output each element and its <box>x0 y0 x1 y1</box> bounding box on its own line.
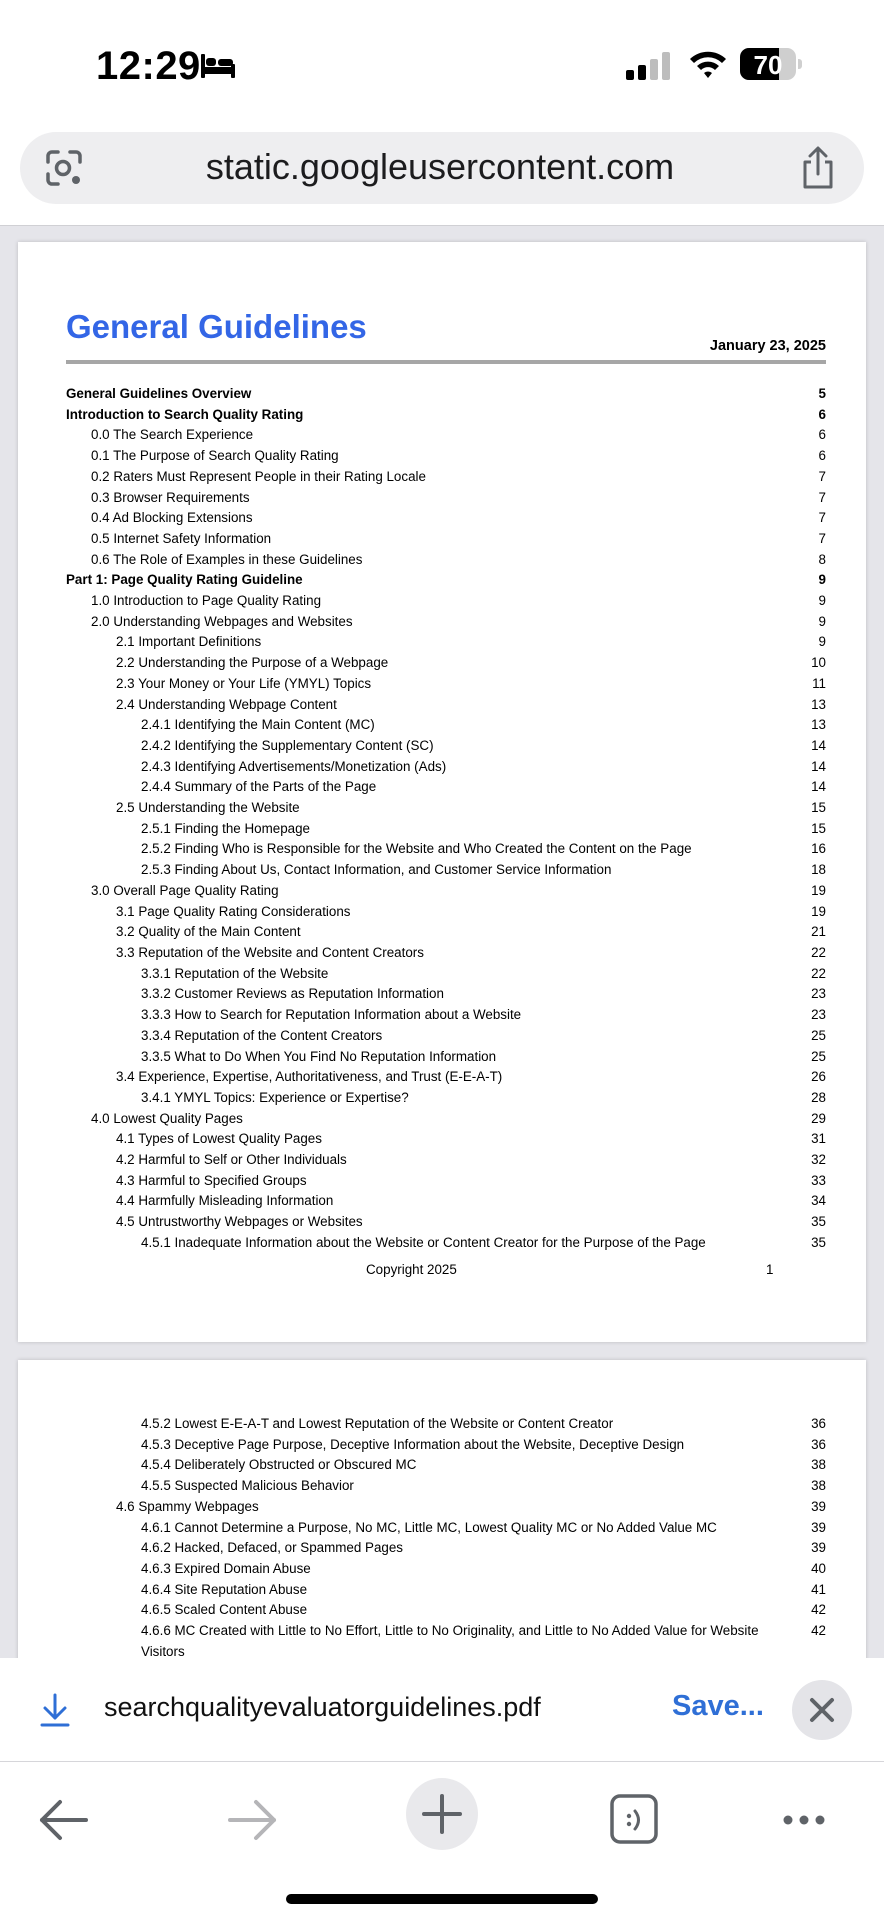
toc-entry-title: 3.4.1 YMYL Topics: Experience or Expertise? <box>141 1089 409 1105</box>
more-dots-icon <box>766 1784 842 1856</box>
toc-entry-page: 14 <box>811 779 826 795</box>
toc-entry-page: 39 <box>811 1540 826 1556</box>
toc-entry-title: 4.0 Lowest Quality Pages <box>91 1110 243 1126</box>
page-number: 1 <box>766 1262 774 1277</box>
toc-entry[interactable] <box>66 943 826 964</box>
status-bar <box>0 0 884 130</box>
share-icon[interactable] <box>798 146 838 190</box>
toc-entry-title: 0.3 Browser Requirements <box>91 489 250 505</box>
toc-entry-title: 0.4 Ad Blocking Extensions <box>91 510 253 526</box>
toc-entry-title: 3.3.3 How to Search for Reputation Information about a Website <box>141 1007 522 1023</box>
toc-entry-title: 2.0 Understanding Webpages and Websites <box>91 613 353 629</box>
toc-entry-title: 4.6.6 MC Created with Little to No Effort, Little to No Originality, and Little to No Added Value for Website Visitors <box>141 1623 759 1658</box>
toc-entry-page: 14 <box>811 737 826 753</box>
toc-entry-title: 4.5.2 Lowest E-E-A-T and Lowest Reputation of the Website or Content Creator <box>141 1416 614 1431</box>
toc-entry[interactable] <box>66 1150 826 1171</box>
toc-entry[interactable] <box>66 550 826 571</box>
toc-entry[interactable] <box>66 1026 826 1047</box>
toc-entry-title: 2.3 Your Money or Your Life (YMYL) Topics <box>116 675 372 691</box>
toc-entry[interactable] <box>66 777 826 798</box>
address-bar-area <box>0 130 884 226</box>
toc-entry-title: 0.2 Raters Must Represent People in their Rating Locale <box>91 468 426 484</box>
wifi-icon <box>688 48 728 80</box>
toc-entry-title: 4.5.1 Inadequate Information about the Website or Content Creator for the Purpose of the Page <box>141 1234 706 1250</box>
toc-entry-title: Part 1: Page Quality Rating Guideline <box>66 572 303 588</box>
toc-entry-title: 3.3 Reputation of the Website and Content Creators <box>116 944 424 960</box>
toc-entry-page: 35 <box>811 1214 826 1230</box>
toc-entry-title: 2.5.3 Finding About Us, Contact Information, and Customer Service Information <box>141 862 612 878</box>
table-of-contents <box>66 384 826 1254</box>
forward-button[interactable] <box>214 1784 290 1856</box>
more-menu-button[interactable] <box>766 1784 842 1856</box>
toc-entry[interactable] <box>66 757 826 778</box>
toc-entry-page: 39 <box>811 1519 826 1535</box>
toc-entry[interactable] <box>66 570 826 591</box>
toc-entry[interactable] <box>66 1233 826 1254</box>
toc-entry-title: 2.5.2 Finding Who is Responsible for the Website and Who Created the Content on the Page <box>141 841 692 857</box>
toc-entry-page: 33 <box>811 1172 826 1188</box>
toc-entry-title: 3.2 Quality of the Main Content <box>116 924 301 940</box>
toc-entry[interactable] <box>66 632 826 653</box>
toc-entry[interactable] <box>66 446 826 467</box>
toc-entry[interactable] <box>66 798 826 819</box>
toc-entry-page: 9 <box>818 572 826 588</box>
toc-entry-title: 3.3.2 Customer Reviews as Reputation Information <box>141 986 444 1002</box>
toc-entry-title: 2.1 Important Definitions <box>116 634 262 650</box>
toc-entry-title: 2.4.3 Identifying Advertisements/Monetization (Ads) <box>141 758 447 774</box>
address-bar[interactable] <box>20 132 864 204</box>
close-icon <box>807 1695 837 1725</box>
forward-arrow-icon <box>214 1784 290 1856</box>
toc-entry[interactable] <box>66 653 826 674</box>
download-file-name: searchqualityevaluatorguidelines.pdf <box>104 1692 541 1722</box>
toc-entry-page: 35 <box>811 1234 826 1250</box>
toc-entry[interactable] <box>66 1005 826 1026</box>
toc-entry-page: 5 <box>818 386 826 401</box>
toc-entry-title: 3.3.1 Reputation of the Website <box>141 965 329 981</box>
toc-entry[interactable] <box>66 1559 826 1580</box>
toc-entry-page: 41 <box>811 1581 826 1597</box>
toc-entry[interactable] <box>66 425 826 446</box>
toc-entry-title: 4.5.3 Deceptive Page Purpose, Deceptive Information about the Website, Deceptive Design <box>141 1436 685 1452</box>
toc-entry[interactable] <box>66 860 826 881</box>
toc-entry-page: 15 <box>811 800 826 816</box>
toc-entry-title: General Guidelines Overview <box>66 386 252 401</box>
copyright-text: Copyright 2025 <box>366 1262 457 1277</box>
toc-entry-page: 9 <box>818 593 826 609</box>
toc-entry-title: 4.5.4 Deliberately Obstructed or Obscured MC <box>141 1457 417 1473</box>
pdf-page-1 <box>18 242 866 1342</box>
toc-entry-title: 0.1 The Purpose of Search Quality Rating <box>91 448 339 464</box>
toc-entry[interactable] <box>66 1047 826 1068</box>
toc-entry-page: 31 <box>811 1131 826 1147</box>
google-lens-icon[interactable] <box>44 148 84 188</box>
toc-entry[interactable] <box>66 1109 826 1130</box>
toc-entry-title: 2.4.2 Identifying the Supplementary Content (SC) <box>141 737 434 753</box>
bottom-toolbar <box>0 1762 884 1920</box>
toc-entry[interactable] <box>66 1580 826 1601</box>
document-title: General Guidelines <box>66 308 367 345</box>
toc-entry-title: 4.5 Untrustworthy Webpages or Websites <box>116 1214 363 1230</box>
toc-entry[interactable] <box>66 902 826 923</box>
toc-entry-page: 38 <box>811 1478 826 1494</box>
toc-entry-page: 9 <box>818 634 826 650</box>
toc-entry-page: 22 <box>811 944 826 960</box>
toc-entry[interactable] <box>66 384 826 405</box>
toc-entry-title: 2.4.1 Identifying the Main Content (MC) <box>141 717 375 733</box>
toc-entry[interactable] <box>66 674 826 695</box>
toc-entry-title: 4.3 Harmful to Specified Groups <box>116 1172 307 1188</box>
back-arrow-icon <box>26 1784 102 1856</box>
toc-entry-page: 28 <box>811 1089 826 1105</box>
toc-entry-page: 19 <box>811 903 826 919</box>
back-button[interactable] <box>26 1784 102 1856</box>
home-indicator <box>286 1894 598 1904</box>
toc-entry-page: 19 <box>811 882 826 898</box>
toc-entry-title: 4.5.5 Suspected Malicious Behavior <box>141 1478 354 1494</box>
toc-entry-title: 4.6.4 Site Reputation Abuse <box>141 1581 308 1597</box>
toc-entry[interactable] <box>66 736 826 757</box>
toc-entry[interactable] <box>66 467 826 488</box>
toc-entry-page: 42 <box>811 1602 826 1618</box>
toc-entry-page: 36 <box>811 1436 826 1452</box>
toc-entry[interactable] <box>66 1518 826 1539</box>
toc-entry-page: 6 <box>818 448 826 464</box>
toc-entry-page: 25 <box>811 1048 826 1064</box>
toc-entry-page: 9 <box>818 613 826 629</box>
toc-entry-page: 7 <box>818 468 826 484</box>
toc-entry-title: 1.0 Introduction to Page Quality Rating <box>91 593 322 609</box>
toc-entry-page: 36 <box>811 1416 826 1431</box>
toc-entry-title: 0.0 The Search Experience <box>91 427 254 443</box>
document-date: January 23, 2025 <box>709 338 826 354</box>
toc-entry-title: 2.4 Understanding Webpage Content <box>116 696 337 712</box>
close-download-button[interactable] <box>792 1680 852 1740</box>
toc-entry-title: 3.3.5 What to Do When You Find No Reputation Information <box>141 1048 497 1064</box>
toc-entry[interactable] <box>66 612 826 633</box>
toc-entry[interactable] <box>66 1088 826 1109</box>
toc-entry-title: 2.2 Understanding the Purpose of a Webpage <box>116 655 389 671</box>
toc-entry-page: 6 <box>818 406 826 422</box>
battery-level: 70 <box>753 50 783 80</box>
toc-entry-title: 0.6 The Role of Examples in these Guidelines <box>91 551 363 567</box>
toc-entry[interactable] <box>66 529 826 550</box>
toc-entry-page: 14 <box>811 758 826 774</box>
toc-entry-page: 38 <box>811 1457 826 1473</box>
battery-indicator <box>740 48 802 80</box>
toc-entry-title: 4.1 Types of Lowest Quality Pages <box>116 1131 322 1147</box>
pdf-viewer[interactable] <box>0 226 884 1658</box>
toc-entry[interactable] <box>66 1476 826 1497</box>
toc-entry-page: 10 <box>811 655 826 671</box>
toc-entry-page: 40 <box>811 1560 826 1576</box>
tab-switcher-button[interactable] <box>596 1784 672 1856</box>
toc-entry-page: 18 <box>811 862 826 878</box>
toc-entry-page: 7 <box>818 489 826 505</box>
toc-entry[interactable] <box>66 508 826 529</box>
toc-entry-title: 3.4 Experience, Expertise, Authoritativeness, and Trust (E-E-A-T) <box>116 1069 503 1085</box>
toc-entry-page: 22 <box>811 965 826 981</box>
toc-entry[interactable] <box>66 1191 826 1212</box>
download-icon <box>40 1692 70 1728</box>
toc-entry[interactable] <box>66 591 826 612</box>
toc-entry[interactable] <box>66 1600 826 1621</box>
tab-switcher-icon <box>596 1784 672 1856</box>
toc-entry-page: 16 <box>811 841 826 857</box>
toc-entry-title: 4.4 Harmfully Misleading Information <box>116 1193 334 1209</box>
toc-entry[interactable] <box>66 819 826 840</box>
save-button[interactable]: Save... <box>672 1690 764 1722</box>
toc-entry-page: 34 <box>811 1193 826 1209</box>
toc-entry-page: 26 <box>811 1069 826 1085</box>
toc-entry-title: 4.6.1 Cannot Determine a Purpose, No MC, Little MC, Lowest Quality MC or No Added Value MC <box>141 1519 717 1535</box>
toc-entry-page: 42 <box>811 1623 826 1639</box>
toc-entry-title: 2.4.4 Summary of the Parts of the Page <box>141 779 377 795</box>
toc-entry-page: 15 <box>811 820 826 836</box>
toc-entry-page: 39 <box>811 1498 826 1514</box>
toc-entry[interactable] <box>66 1171 826 1192</box>
toc-entry-page: 13 <box>811 717 826 733</box>
toc-entry[interactable] <box>66 715 826 736</box>
toc-entry[interactable] <box>66 964 826 985</box>
toc-entry-title: 2.5.1 Finding the Homepage <box>141 820 310 836</box>
toc-entry[interactable] <box>66 881 826 902</box>
toc-entry[interactable] <box>66 488 826 509</box>
table-of-contents-continued <box>66 1414 826 1658</box>
new-tab-button[interactable] <box>406 1778 478 1850</box>
toc-entry-title: 3.1 Page Quality Rating Considerations <box>116 903 351 919</box>
cellular-signal-icon <box>626 52 672 80</box>
toc-entry-page: 7 <box>818 530 826 546</box>
toc-entry-page: 6 <box>818 427 826 443</box>
status-time: 12:29 <box>96 44 201 88</box>
toc-entry[interactable] <box>66 1621 826 1658</box>
toc-entry-title: 3.0 Overall Page Quality Rating <box>91 882 279 898</box>
toc-entry[interactable] <box>66 1538 826 1559</box>
plus-icon <box>406 1778 478 1850</box>
toc-entry-title: 4.2 Harmful to Self or Other Individuals <box>116 1152 347 1168</box>
toc-entry-title: 0.5 Internet Safety Information <box>91 530 272 546</box>
url-text[interactable]: static.googleusercontent.com <box>205 146 675 187</box>
pdf-page-2 <box>18 1360 866 1658</box>
toc-entry[interactable] <box>66 1455 826 1476</box>
toc-entry-page: 7 <box>818 510 826 526</box>
download-bar <box>0 1658 884 1762</box>
sleep-focus-icon <box>200 52 236 80</box>
toc-entry[interactable] <box>66 984 826 1005</box>
toc-entry[interactable] <box>66 1414 826 1435</box>
toc-entry[interactable] <box>66 1129 826 1150</box>
toc-entry[interactable] <box>66 1497 826 1518</box>
toc-entry-page: 13 <box>811 696 826 712</box>
toc-entry-page: 11 <box>812 675 826 691</box>
toc-entry[interactable] <box>66 405 826 426</box>
toc-entry[interactable] <box>66 1067 826 1088</box>
toc-entry-title: Introduction to Search Quality Rating <box>66 406 304 422</box>
toc-entry-title: 4.6.5 Scaled Content Abuse <box>141 1602 308 1618</box>
toc-entry[interactable] <box>66 922 826 943</box>
toc-entry-title: 4.6.2 Hacked, Defaced, or Spammed Pages <box>141 1540 404 1556</box>
toc-entry[interactable] <box>66 695 826 716</box>
toc-entry-page: 23 <box>811 1007 826 1023</box>
toc-entry-title: 3.3.4 Reputation of the Content Creators <box>141 1027 383 1043</box>
toc-entry[interactable] <box>66 1212 826 1233</box>
toc-entry-page: 23 <box>811 986 826 1002</box>
title-divider <box>66 360 826 364</box>
toc-entry-page: 29 <box>811 1110 826 1126</box>
toc-entry-page: 25 <box>811 1027 826 1043</box>
toc-entry-title: 4.6.3 Expired Domain Abuse <box>141 1560 311 1576</box>
toc-entry[interactable] <box>66 839 826 860</box>
toc-entry-page: 8 <box>818 551 826 567</box>
toc-entry-page: 32 <box>811 1152 826 1168</box>
toc-entry-title: 4.6 Spammy Webpages <box>116 1498 259 1514</box>
toc-entry-page: 21 <box>811 924 826 940</box>
toc-entry-title: 2.5 Understanding the Website <box>116 800 300 816</box>
toc-entry[interactable] <box>66 1435 826 1456</box>
